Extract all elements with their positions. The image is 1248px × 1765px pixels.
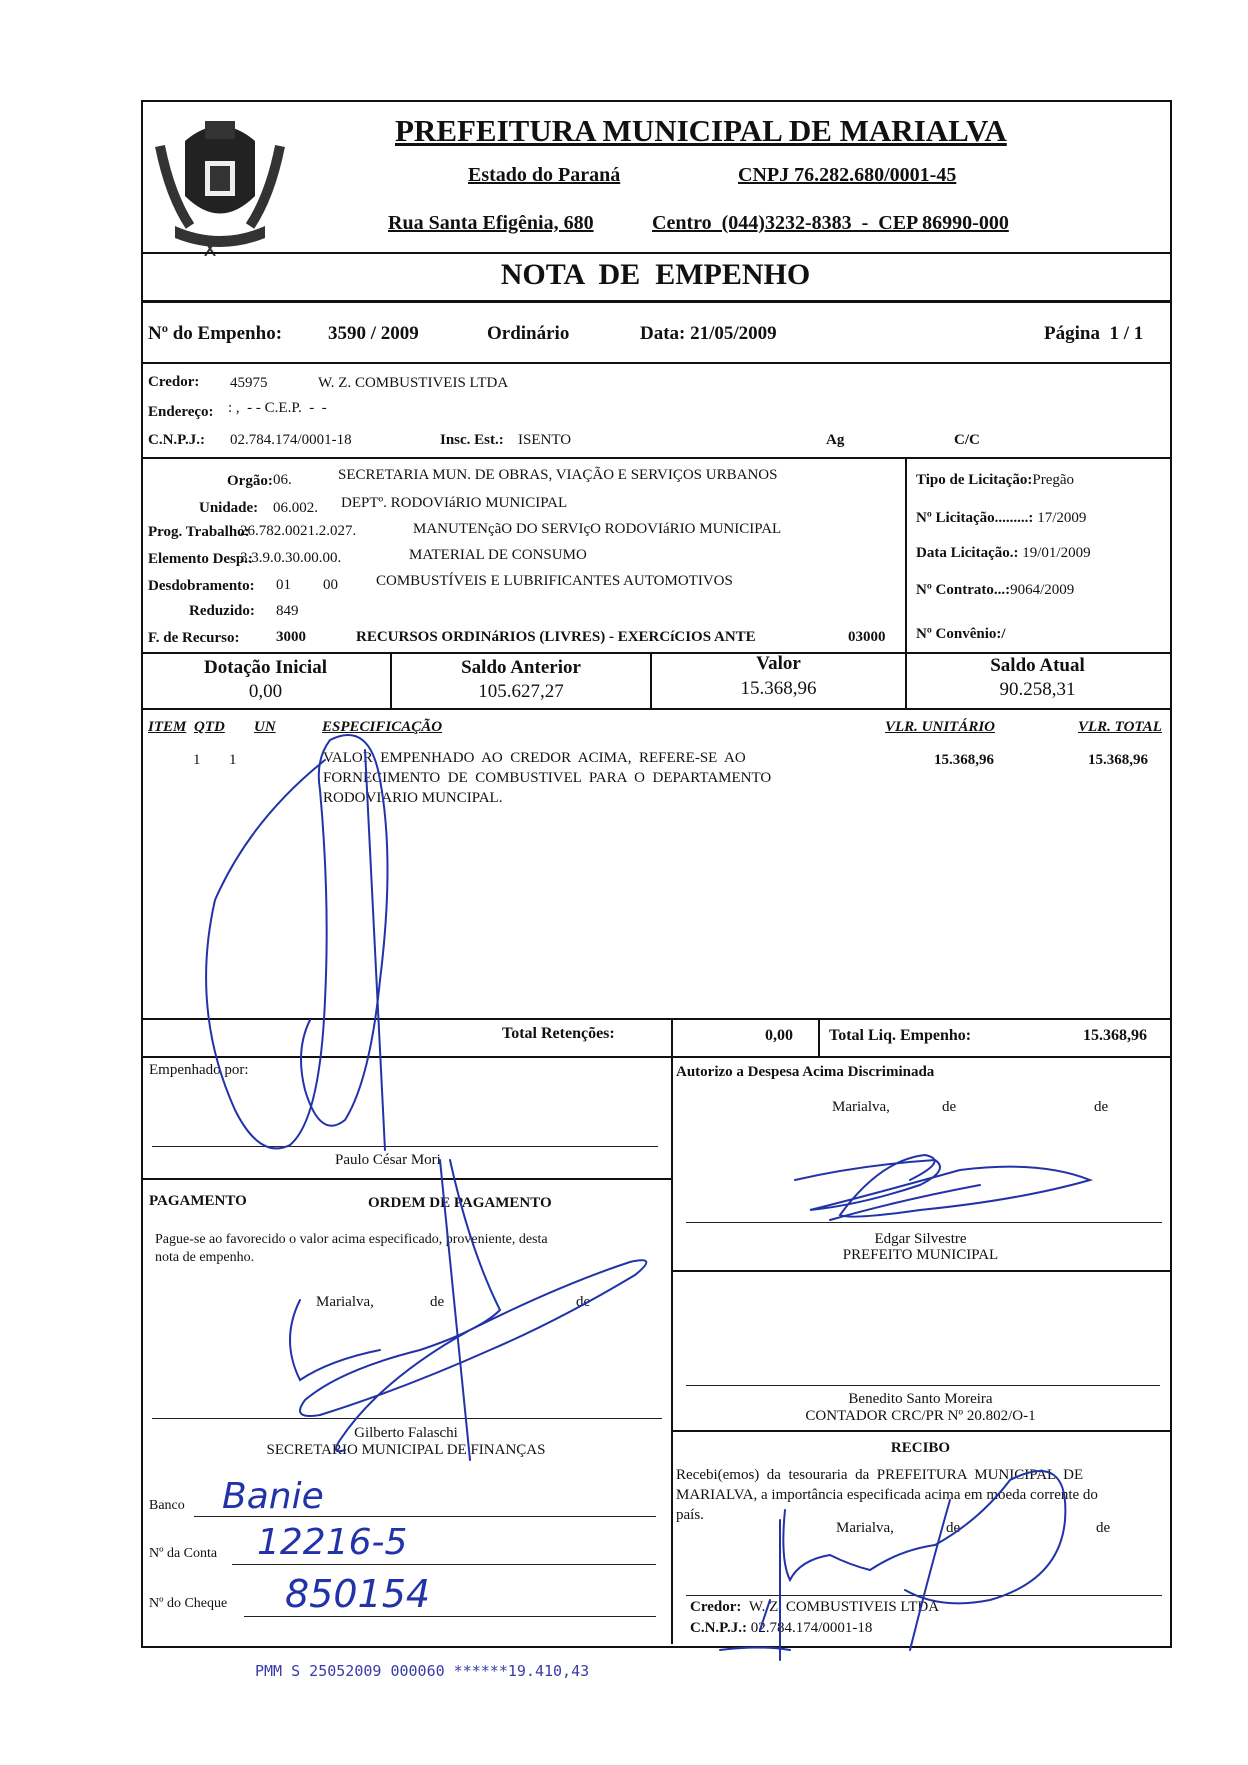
recibo-credor-value: W. Z. COMBUSTIVEIS LTDA <box>748 1599 940 1615</box>
cc-label: C/C <box>954 432 980 448</box>
ordem-pagamento-label: ORDEM DE PAGAMENTO <box>368 1195 552 1211</box>
item-desc-line3: RODOVIARIO MUNCIPAL. <box>323 790 503 806</box>
autorizo-label: Autorizo a Despesa Acima Discriminada <box>676 1064 935 1080</box>
header-street: Rua Santa Efigênia, 680 <box>388 212 594 234</box>
prog-code: 26.782.0021.2.027. <box>240 523 357 539</box>
recurso-label: F. de Recurso: <box>148 630 240 646</box>
data-licitacao-label: Data Licitação.: <box>916 545 1019 561</box>
retencoes-label: Total Retenções: <box>502 1025 615 1042</box>
conta-label: Nº da Conta <box>149 1546 218 1561</box>
insc-label: Insc. Est.: <box>440 432 504 448</box>
contrato-label: Nº Contrato...: <box>916 582 1011 598</box>
secretario-name: Gilberto Falaschi <box>354 1425 458 1441</box>
conta-handwritten: 12216-5 <box>257 1522 408 1563</box>
recurso-desc: RECURSOS ORDINáRIOS (LIVRES) - EXERCíCIOS ANTE <box>356 629 756 645</box>
cnpj-value: 02.784.174/0001-18 <box>230 432 352 448</box>
valor-value: 15.368,96 <box>740 678 817 699</box>
elemento-label: Elemento Desp.: <box>148 551 253 567</box>
empenhado-label: Empenhado por: <box>149 1062 249 1078</box>
recibo-text2: MARIALVA, a importância especificada acima em moeda corrente do <box>676 1487 1098 1503</box>
col-un: UN <box>254 719 276 735</box>
pagamento-city: Marialva, <box>316 1294 374 1310</box>
prog-label: Prog. Trabalho: <box>148 524 250 540</box>
signature-silvestre <box>795 1155 1090 1217</box>
item-qtd: 1 <box>229 752 237 768</box>
credor-code: 45975 <box>230 375 268 391</box>
saldo-anterior-value: 105.627,27 <box>478 681 564 702</box>
unidade-label: Unidade: <box>199 500 259 516</box>
saldo-anterior-label: Saldo Anterior <box>461 657 581 678</box>
cheque-handwritten: 850154 <box>285 1572 431 1616</box>
pagamento-label: PAGAMENTO <box>149 1193 247 1209</box>
desdobramento-label: Desdobramento: <box>148 578 255 594</box>
recibo-credor-label: Credor: <box>690 1599 742 1615</box>
endereco-value: : , - - C.E.P. - - <box>228 400 327 416</box>
dotacao-label: Dotação Inicial <box>204 657 327 678</box>
pagamento-text2: nota de empenho. <box>155 1250 255 1265</box>
liq-label: Total Liq. Empenho: <box>829 1027 972 1044</box>
cheque-label: Nº do Cheque <box>149 1596 228 1611</box>
recibo-text3: país. <box>676 1507 704 1523</box>
col-qtd: QTD <box>194 719 225 735</box>
empenho-type: Ordinário <box>487 323 570 344</box>
saldo-atual-value: 90.258,31 <box>999 679 1076 700</box>
page-title: PREFEITURA MUNICIPAL DE MARIALVA <box>395 113 1007 148</box>
secretario-role: SECRETARIO MUNICIPAL DE FINANÇAS <box>266 1442 546 1458</box>
unidade-code: 06.002. <box>273 500 318 516</box>
contador-role: CONTADOR CRC/PR Nº 20.802/O-1 <box>805 1408 1036 1424</box>
prog-desc: MANUTENçãO DO SERVIçO RODOVIáRIO MUNICIPAL <box>413 521 782 537</box>
item-desc-line1: VALOR EMPENHADO AO CREDOR ACIMA, REFERE-SE AO <box>323 750 746 766</box>
item-desc-line2: FORNECIMENTO DE COMBUSTIVEL PARA O DEPARTAMENTO <box>323 770 772 786</box>
orgao-code: 06. <box>273 472 292 488</box>
desdobramento-desc: COMBUSTÍVEIS E LUBRIFICANTES AUTOMOTIVOS <box>376 573 733 589</box>
pagamento-text1: Pague-se ao favorecido o valor acima especificado, proveniente, desta <box>155 1232 548 1247</box>
pagamento-de1: de <box>430 1294 445 1310</box>
valor-label: Valor <box>756 653 801 674</box>
recurso-code: 3000 <box>276 629 306 645</box>
desdobramento-code2: 00 <box>323 577 338 593</box>
liq-value: 15.368,96 <box>1083 1027 1147 1044</box>
cnpj-label: C.N.P.J.: <box>148 432 205 448</box>
reduzido-value: 849 <box>276 603 299 619</box>
elemento-desc: MATERIAL DE CONSUMO <box>409 547 587 563</box>
retencoes-value: 0,00 <box>765 1027 793 1044</box>
empenhado-name: Paulo César Mori <box>335 1152 441 1168</box>
empenho-label: Nº do Empenho: <box>148 323 283 344</box>
prefeito-name: Edgar Silvestre <box>874 1231 967 1247</box>
contrato-value: 9064/2009 <box>1010 582 1075 598</box>
orgao-desc: SECRETARIA MUN. DE OBRAS, VIAÇÃO E SERVIÇOS URBANOS <box>338 467 778 483</box>
tipo-licitacao-label: Tipo de Licitação: <box>916 472 1033 488</box>
state-name: Estado do Paraná <box>468 164 621 186</box>
recurso-code2: 03000 <box>848 629 886 645</box>
autorizo-de1: de <box>942 1099 957 1115</box>
orgao-label: Orgão: <box>227 473 273 489</box>
elemento-code: 3.3.9.0.30.00.00. <box>240 550 342 566</box>
autorizo-de2: de <box>1094 1099 1109 1115</box>
recibo-cnpj-value: 02.784.174/0001-18 <box>750 1620 873 1636</box>
convenio-label: Nº Convênio:/ <box>916 626 1006 642</box>
recibo-cnpj-label: C.N.P.J.: <box>690 1620 747 1636</box>
signature-mori <box>206 735 387 1148</box>
item-vlr-unitario: 15.368,96 <box>934 752 994 768</box>
autorizo-city: Marialva, <box>832 1099 890 1115</box>
col-espec: ESPECIFICAÇÃO <box>322 719 443 735</box>
recibo-text1: Recebi(emos) da tesouraria da PREFEITURA MUNICIPAL DE <box>676 1467 1084 1483</box>
header-address-rest: Centro (044)3232-8383 - CEP 86990-000 <box>652 212 1009 234</box>
empenho-date: Data: 21/05/2009 <box>640 323 777 344</box>
page-counter: Página 1 / 1 <box>1044 323 1144 344</box>
empenho-number: 3590 / 2009 <box>328 323 419 344</box>
recibo-de2: de <box>1096 1520 1111 1536</box>
recibo-title: RECIBO <box>890 1440 951 1456</box>
col-vlr-unitario: VLR. UNITÁRIO <box>885 719 996 735</box>
document-title: NOTA DE EMPENHO <box>500 258 811 291</box>
banco-handwritten: Banie <box>222 1476 324 1517</box>
unidade-desc: DEPTº. RODOVIáRIO MUNICIPAL <box>341 495 568 511</box>
pagamento-de2: de <box>576 1294 591 1310</box>
insc-value: ISENTO <box>518 432 572 448</box>
recibo-city: Marialva, <box>836 1520 894 1536</box>
saldo-atual-label: Saldo Atual <box>990 655 1085 676</box>
credor-label: Credor: <box>148 374 200 390</box>
prefeito-role: PREFEITO MUNICIPAL <box>842 1247 999 1263</box>
signature-falaschi <box>300 1160 646 1451</box>
signature-recibo <box>783 1471 1065 1603</box>
credor-name: W. Z. COMBUSTIVEIS LTDA <box>318 375 509 391</box>
contador-name: Benedito Santo Moreira <box>848 1391 993 1407</box>
endereco-label: Endereço: <box>148 404 214 420</box>
desdobramento-code1: 01 <box>276 577 291 593</box>
numero-licitacao-label: Nº Licitação.........: <box>916 510 1034 526</box>
tipo-licitacao-value: Pregão <box>1032 472 1075 488</box>
recibo-de1: de <box>946 1520 961 1536</box>
item-vlr-total: 15.368,96 <box>1088 752 1148 768</box>
col-item: ITEM <box>148 719 187 735</box>
col-vlr-total: VLR. TOTAL <box>1078 719 1162 735</box>
ag-label: Ag <box>826 432 845 448</box>
banco-label: Banco <box>149 1498 185 1513</box>
dotacao-value: 0,00 <box>248 681 283 702</box>
header-cnpj: CNPJ 76.282.680/0001-45 <box>738 164 957 186</box>
payment-stamp: PMM S 25052009 000060 ******19.410,43 <box>255 1662 590 1680</box>
item-number: 1 <box>193 752 201 768</box>
numero-licitacao-value: 17/2009 <box>1037 510 1087 526</box>
reduzido-label: Reduzido: <box>189 603 255 619</box>
data-licitacao-value: 19/01/2009 <box>1022 545 1091 561</box>
